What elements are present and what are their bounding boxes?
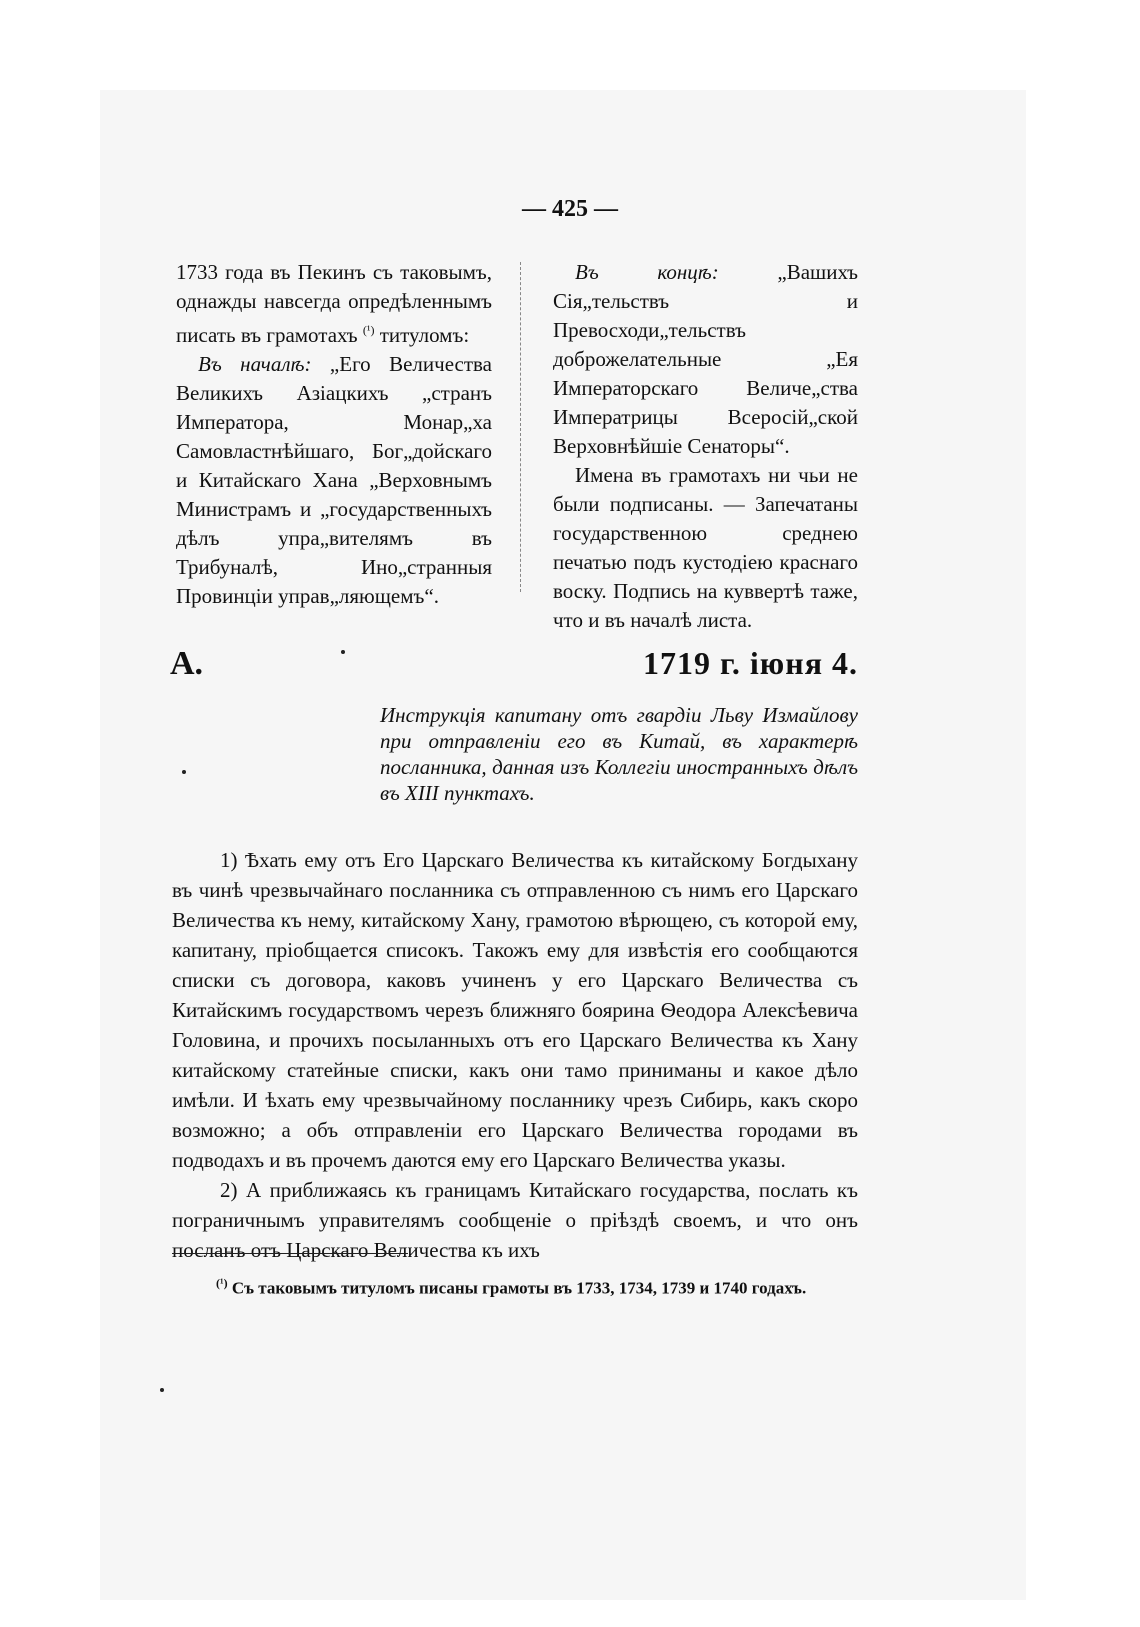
- speck: [160, 1388, 164, 1392]
- title-end-block: [553, 258, 858, 461]
- end-label: Въ концѣ:: [575, 260, 719, 284]
- intro-end: титуломъ:: [379, 323, 470, 347]
- section-date: 1719 г. іюня 4.: [642, 645, 858, 681]
- column-divider: [520, 262, 521, 592]
- right-column: [553, 258, 858, 635]
- speck: [341, 650, 345, 654]
- title-start-block: [176, 350, 492, 611]
- start-text: „Его Величества Великихъ Азіацкихъ „странъ Императора, Монар„ха Самовластнѣйшаго, Бог„дойскаго и Китайскаго Хана „Верховнымъ Министрамъ и „государственныхъ дѣлъ упра„вителямъ въ Трибуналѣ, Ино„странныя Провинціи управ„ляющемъ“.: [176, 352, 493, 608]
- section-title: Инструкція капитану отъ гвардіи Льву Измайлову при отправленіи его въ Китай, въ характерѣ посланника, данная изъ Коллегіи иностранныхъ дѣлъ въ XIII пунктахъ.: [380, 703, 858, 805]
- left-column: [176, 258, 492, 611]
- body-text: [172, 845, 858, 1265]
- speck: [182, 770, 186, 774]
- footnote-text: Съ таковымъ титуломъ писаны грамоты въ 1733, 1734, 1739 и 1740 годахъ.: [231, 1278, 807, 1298]
- footnote-rule: [172, 1253, 408, 1254]
- intro-text: 1733 года въ Пекинъ съ таковымъ, однажды навсегда опредѣленнымъ писать въ грамотахъ: [176, 260, 492, 347]
- footnote: [172, 1270, 858, 1302]
- section-letter: А.: [170, 645, 204, 682]
- paragraph-1: 1) Ѣхать ему отъ Его Царскаго Величества къ китайскому Богдыхану въ чинѣ чрезвычайнаго посланника съ отправленною съ нимъ его Царскаго Величества къ нему, китайскому Хану, грамотою вѣрющею, съ которой ему, капитану, пріобщается списокъ. Такожъ ему для извѣстія его сообщаются списки съ договора, каковъ учиненъ у его Царскаго Величества съ Китайскимъ государствомъ черезъ ближняго боярина Ѳеодора Алексѣевича Головина, и прочихъ посыланныхъ отъ его Царскаго Величества къ Хану китайскому статейные списки, какъ они тамо приниманы и какое дѣло имѣли. И ѣхать ему чрезвычайному посланнику чрезъ Сибирь, какъ скоро возможно; а объ отправленіи его Царскаго Величества городами въ подводахъ и въ прочемъ даются ему его Царскаго Величества указы.: [172, 848, 858, 1172]
- page-number: — 425 —: [522, 196, 618, 222]
- end-text: „Вашихъ Сія„тельствъ и Превосходи„тельствъ доброжелательные „Ея Императорскаго Величе„ства Императрицы Всеросій„ской Верховнѣйшіе Сенаторы“.: [553, 260, 859, 458]
- names-paragraph: Имена въ грамотахъ ни чьи не были подписаны. — Запечатаны государственною среднею печатью подъ кустодіею краснаго воску. Подпись на куввертѣ таже, что и въ началѣ листа.: [553, 463, 858, 632]
- start-label: Въ началѣ:: [198, 352, 312, 376]
- footnote-ref: (¹): [362, 323, 375, 337]
- paragraph-2: 2) А приближаясь къ границамъ Китайскаго государства, послать къ пограничнымъ управителямъ сообщеніе о пріѣздѣ своемъ, и что онъ посланъ отъ Царскаго Величества къ ихъ: [172, 1178, 858, 1262]
- footnote-marker: (¹): [216, 1276, 228, 1290]
- left-intro: [176, 258, 492, 350]
